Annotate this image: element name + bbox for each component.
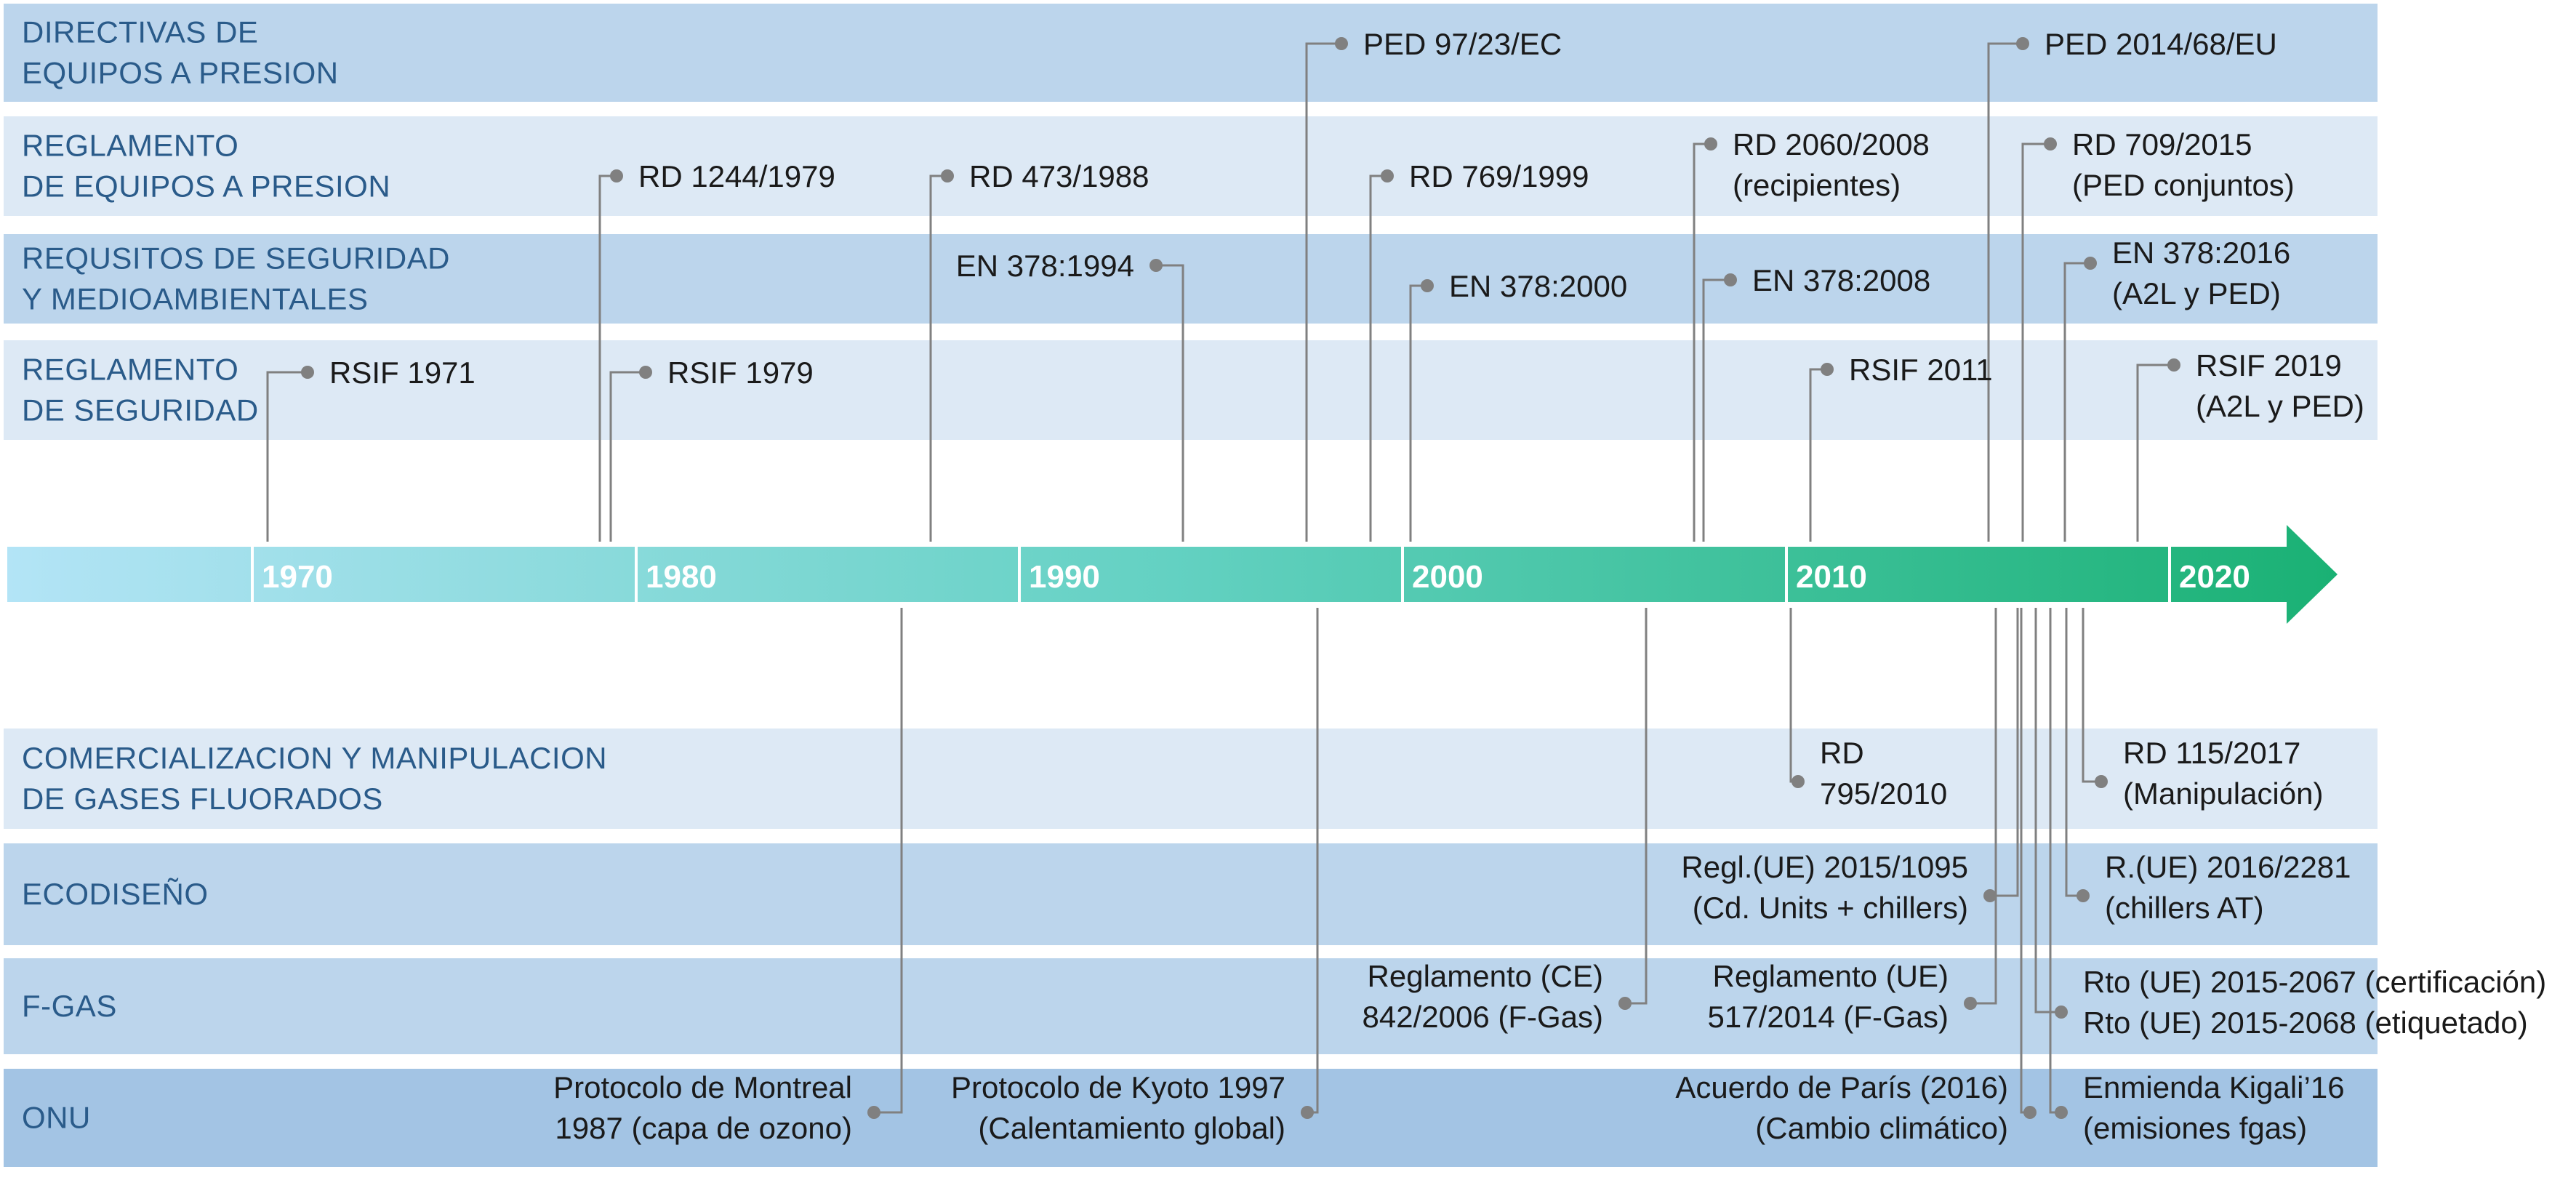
top-event-7-dot bbox=[1149, 259, 1163, 272]
top-event-8: EN 378:2000 bbox=[1449, 269, 1628, 303]
decade-label-2000: 2000 bbox=[1412, 559, 1483, 595]
top-event-9-dot bbox=[1724, 273, 1737, 286]
bottom-event-10-dot bbox=[2055, 1106, 2068, 1119]
bottom-event-2: Regl.(UE) 2015/1095 (Cd. Units + chillers) bbox=[1681, 850, 1968, 925]
top-event-5-dot bbox=[1704, 137, 1717, 150]
decade-label-2010: 2010 bbox=[1796, 559, 1867, 595]
decade-label-1980: 1980 bbox=[646, 559, 717, 595]
top-event-5: RD 2060/2008 (recipientes) bbox=[1733, 127, 1930, 202]
decade-separator-5 bbox=[2168, 547, 2171, 602]
bottom-event-6: Rto (UE) 2015-2067 (certificación) Rto (UE) 2015-2068 (etiquetado) bbox=[2083, 965, 2547, 1040]
top-band-label-1: REGLAMENTO DE EQUIPOS A PRESION bbox=[22, 128, 391, 204]
top-band-0 bbox=[4, 4, 2378, 102]
top-event-2: RD 1244/1979 bbox=[638, 159, 835, 193]
top-event-14-dot bbox=[2167, 358, 2180, 372]
top-event-12-dot bbox=[639, 366, 652, 379]
bottom-band-label-3: ONU bbox=[22, 1100, 91, 1135]
top-event-4-dot bbox=[1381, 169, 1394, 182]
top-event-3: RD 473/1988 bbox=[969, 159, 1149, 193]
decade-label-1970: 1970 bbox=[262, 559, 333, 595]
decade-separator-0 bbox=[251, 547, 254, 602]
top-event-6: RD 709/2015 (PED conjuntos) bbox=[2072, 127, 2295, 202]
decade-label-2020: 2020 bbox=[2179, 559, 2250, 595]
decade-separator-3 bbox=[1401, 547, 1404, 602]
bottom-event-2-dot bbox=[1983, 889, 1997, 902]
bottom-event-0: RD 795/2010 bbox=[1820, 736, 1948, 811]
top-event-10-dot bbox=[2084, 257, 2097, 270]
top-event-13: RSIF 2011 bbox=[1849, 353, 1993, 387]
top-event-1-dot bbox=[2016, 37, 2029, 50]
top-event-11: RSIF 1971 bbox=[329, 356, 476, 390]
bottom-band-label-1: ECODISEÑO bbox=[22, 877, 209, 911]
top-event-4: RD 769/1999 bbox=[1409, 159, 1589, 193]
bottom-event-10: Enmienda Kigali’16 (emisiones fgas) bbox=[2083, 1070, 2345, 1145]
top-event-12: RSIF 1979 bbox=[667, 356, 814, 390]
top-event-6-dot bbox=[2044, 137, 2057, 150]
bottom-event-1: RD 115/2017 (Manipulación) bbox=[2123, 736, 2324, 811]
top-event-2-dot bbox=[610, 169, 623, 182]
bottom-event-6-dot bbox=[2055, 1006, 2068, 1019]
top-event-14: RSIF 2019 (A2L y PED) bbox=[2196, 348, 2364, 423]
top-band-label-0: DIRECTIVAS DE EQUIPOS A PRESION bbox=[22, 15, 339, 90]
bottom-band-label-2: F-GAS bbox=[22, 989, 117, 1023]
bottom-event-5: Reglamento (UE) 517/2014 (F-Gas) bbox=[1707, 959, 1949, 1034]
bottom-event-1-dot bbox=[2095, 775, 2108, 788]
bottom-event-0-dot bbox=[1791, 775, 1805, 788]
top-band-label-2: REQUSITOS DE SEGURIDAD Y MEDIOAMBIENTALES bbox=[22, 241, 450, 316]
bottom-event-3-dot bbox=[2077, 889, 2090, 902]
bottom-event-9: Acuerdo de París (2016) (Cambio climático) bbox=[1675, 1070, 2008, 1145]
bottom-event-3: R.(UE) 2016/2281 (chillers AT) bbox=[2105, 850, 2351, 925]
top-event-7: EN 378:1994 bbox=[955, 249, 1134, 283]
top-event-0: PED 97/23/EC bbox=[1363, 27, 1562, 61]
top-event-11-dot bbox=[301, 366, 314, 379]
bottom-band-label-0: COMERCIALIZACION Y MANIPULACION DE GASES FLUORADOS bbox=[22, 741, 608, 816]
top-event-13-dot bbox=[1821, 363, 1834, 376]
bottom-event-4: Reglamento (CE) 842/2006 (F-Gas) bbox=[1362, 959, 1603, 1034]
bottom-event-8-dot bbox=[1301, 1106, 1314, 1119]
decade-separator-2 bbox=[1018, 547, 1021, 602]
decade-separator-1 bbox=[635, 547, 638, 602]
top-event-1: PED 2014/68/EU bbox=[2045, 27, 2277, 61]
top-event-0-dot bbox=[1335, 37, 1348, 50]
top-event-8-dot bbox=[1421, 279, 1434, 292]
top-event-3-dot bbox=[941, 169, 954, 182]
bottom-event-4-dot bbox=[1618, 997, 1632, 1010]
top-band-label-3: REGLAMENTO DE SEGURIDAD bbox=[22, 352, 259, 428]
decade-separator-4 bbox=[1785, 547, 1788, 602]
decade-label-1990: 1990 bbox=[1029, 559, 1100, 595]
bottom-event-5-dot bbox=[1964, 997, 1977, 1010]
bottom-event-8: Protocolo de Kyoto 1997 (Calentamiento global) bbox=[951, 1070, 1285, 1145]
top-event-9: EN 378:2008 bbox=[1752, 263, 1931, 297]
bottom-event-9-dot bbox=[2023, 1106, 2037, 1119]
bottom-event-7: Protocolo de Montreal 1987 (capa de ozono) bbox=[553, 1070, 852, 1145]
bottom-event-7-dot bbox=[867, 1106, 880, 1119]
top-event-10: EN 378:2016 (A2L y PED) bbox=[2112, 236, 2291, 310]
